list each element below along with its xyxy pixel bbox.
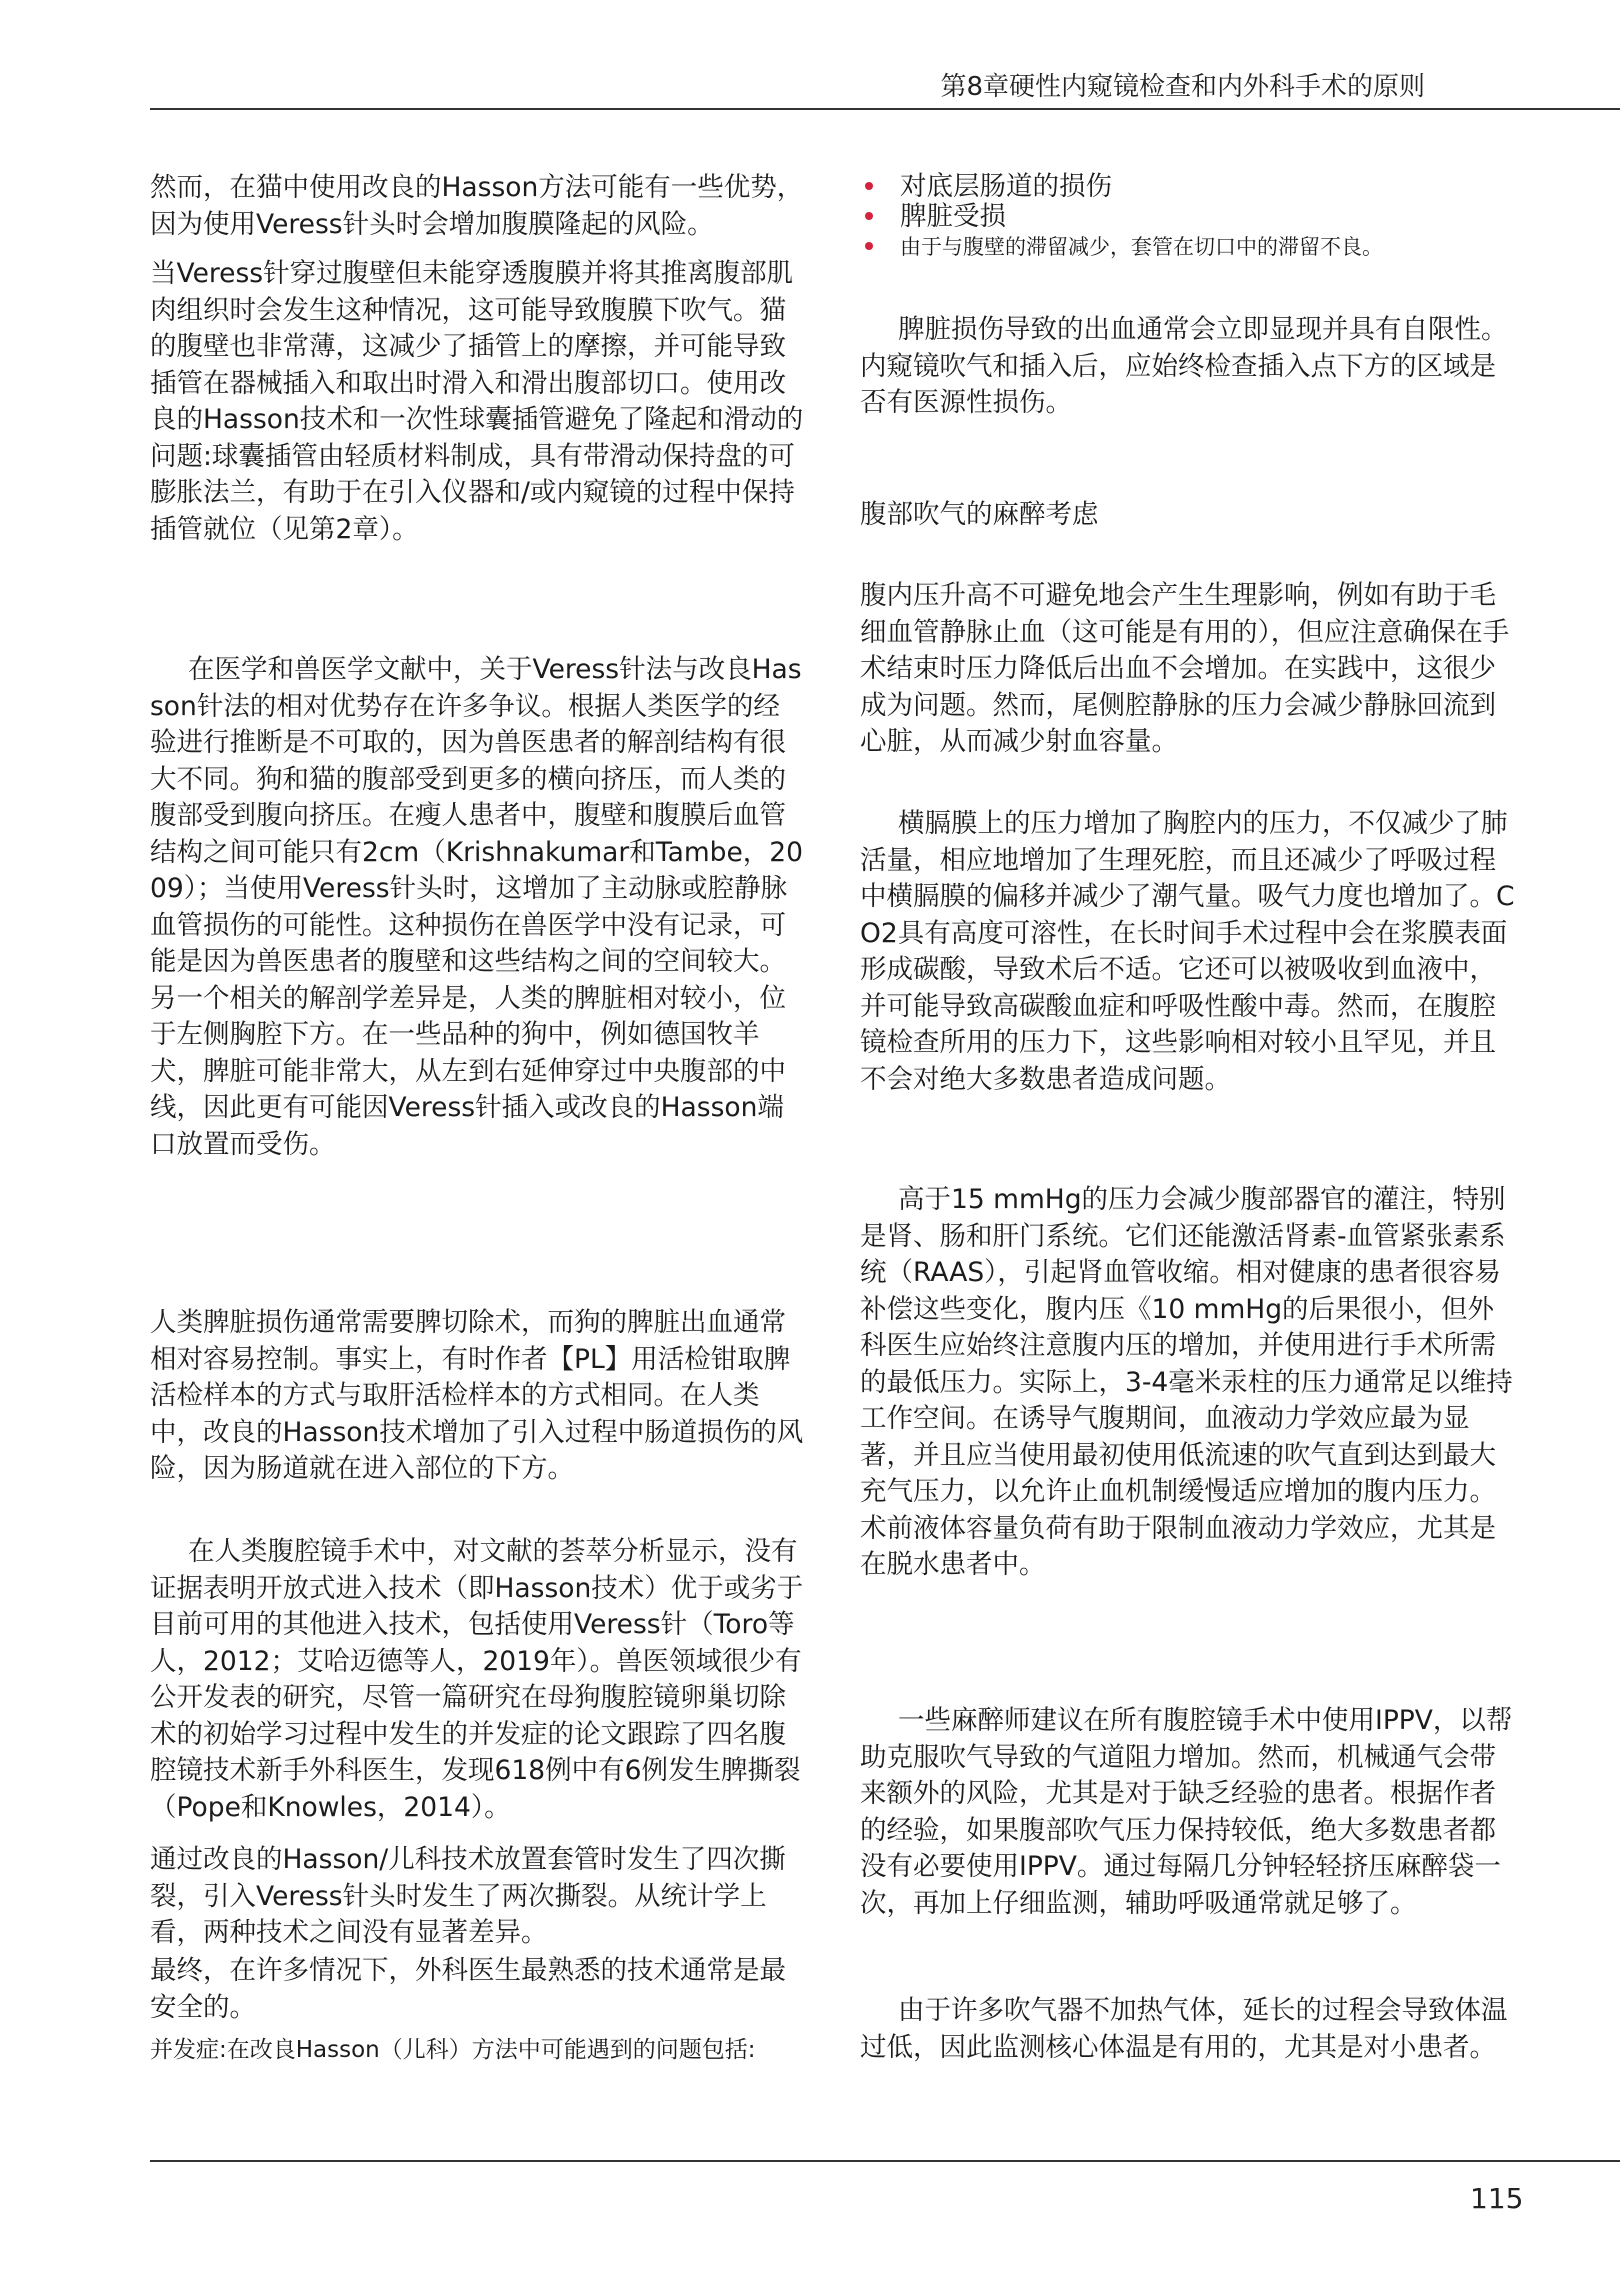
right-paragraph-2: 腹内压升高不可避免地会产生生理影响，例如有助于毛细血管静脉止血（这可能是有用的），但应注意确保在手术结束时压力降低后出血不会增加。在实践中，这很少成为问题。然而，尾侧腔静脉的压力会减少静脉回流到心脏，从而减少射血容量。 — [860, 580, 1510, 757]
list-item: 对底层肠道的损伤 — [862, 172, 1532, 202]
left-paragraph-7: 最终，在许多情况下，外科医生最熟悉的技术通常是最安全的。 — [150, 1955, 786, 2023]
chapter-header-title: 第8章硬性内窥镜检查和内外科手术的原则 — [940, 72, 1425, 102]
right-paragraph-1: 脾脏损伤导致的出血通常会立即显现并具有自限性。内窥镜吹气和插入后，应始终检查插入点下方的区域是否有医源性损伤。 — [860, 314, 1508, 418]
page-number: 115 — [1470, 2182, 1524, 2215]
complications-list — [862, 172, 1532, 262]
header-rule — [150, 108, 1620, 110]
bullet-icon — [865, 182, 873, 190]
complications-intro: 并发症:在改良Hasson（儿科）方法中可能遇到的问题包括: — [150, 2037, 756, 2063]
list-item: 由于与腹壁的滞留减少，套管在切口中的滞留不良。 — [862, 232, 1532, 262]
left-paragraph-6: 通过改良的Hasson/儿科技术放置套管时发生了四次撕裂，引入Veress针头时发生了两次撕裂。从统计学上看，两种技术之间没有显著差异。 — [150, 1844, 786, 1948]
bullet-icon — [865, 212, 873, 220]
right-paragraph-3: 横膈膜上的压力增加了胸腔内的压力，不仅减少了肺活量，相应地增加了生理死腔，而且还减少了呼吸过程中横膈膜的偏移并减少了潮气量。吸气力度也增加了。CO2具有高度可溶性，在长时间手术过程中会在浆膜表面形成碳酸，导致术后不适。它还可以被吸收到血液中，并可能导致高碳酸血症和呼吸性酸中毒。然而，在腹腔镜检查所用的压力下，这些影响相对较小且罕见，并且不会对绝大多数患者造成问题。 — [860, 808, 1515, 1095]
section-heading: 腹部吹气的麻醉考虑 — [860, 499, 1099, 530]
right-paragraph-6: 由于许多吹气器不加热气体，延长的过程会导致体温过低，因此监测核心体温是有用的，尤其是对小患者。 — [860, 1995, 1508, 2063]
footer-rule — [150, 2160, 1620, 2162]
list-item: 脾脏受损 — [862, 202, 1532, 232]
left-paragraph-5: 在人类腹腔镜手术中，对文献的荟萃分析显示，没有证据表明开放式进入技术（即Hasson技术）优于或劣于目前可用的其他进入技术，包括使用Veress针（Toro等人，2012；艾哈迈德等人，2019年）。兽医领域很少有公开发表的研究，尽管一篇研究在母狗腹腔镜卵巢切除术的初始学习过程中发生的并发症的论文跟踪了四名腹腔镜技术新手外科医生，发现618例中有6例发生脾撕裂（Pope和Knowles，2014）。 — [150, 1536, 804, 1823]
left-paragraph-4: 人类脾脏损伤通常需要脾切除术，而狗的脾脏出血通常相对容易控制。事实上，有时作者【PL】用活检钳取脾活检样本的方式与取肝活检样本的方式相同。在人类中，改良的Hasson技术增加了引入过程中肠道损伤的风险，因为肠道就在进入部位的下方。 — [150, 1307, 804, 1484]
left-paragraph-2: 当Veress针穿过腹壁但未能穿透腹膜并将其推离腹部肌肉组织时会发生这种情况，这可能导致腹膜下吹气。猫的腹壁也非常薄，这减少了插管上的摩擦，并可能导致插管在器械插入和取出时滑入和滑出腹部切口。使用改良的Hasson技术和一次性球囊插管避免了隆起和滑动的问题:球囊插管由轻质材料制成，具有带滑动保持盘的可膨胀法兰，有助于在引入仪器和/或内窥镜的过程中保持插管就位（见第2章）。 — [150, 258, 804, 545]
left-paragraph-1: 然而，在猫中使用改良的Hasson方法可能有一些优势，因为使用Veress针头时会增加腹膜隆起的风险。 — [150, 172, 804, 240]
right-paragraph-4: 高于15 mmHg的压力会减少腹部器官的灌注，特别是肾、肠和肝门系统。它们还能激活肾素-血管紧张素系统（RAAS），引起肾血管收缩。相对健康的患者很容易补偿这些变化，腹内压《10 mmHg的后果很小，但外科医生应始终注意腹内压的增加，并使用进行手术所需的最低压力。实际上，3-4毫米汞柱的压力通常足以维持工作空间。在诱导气腹期间，血液动力学效应最为显著，并且应当使用最初使用低流速的吹气直到达到最大充气压力，以允许止血机制缓慢适应增加的腹内压力。术前液体容量负荷有助于限制血液动力学效应，尤其是在脱水患者中。 — [860, 1184, 1513, 1580]
right-paragraph-5: 一些麻醉师建议在所有腹腔镜手术中使用IPPV，以帮助克服吹气导致的气道阻力增加。然而，机械通气会带来额外的风险，尤其是对于缺乏经验的患者。根据作者的经验，如果腹部吹气压力保持较低，绝大多数患者都没有必要使用IPPV。通过每隔几分钟轻轻挤压麻醉袋一次，再加上仔细监测，辅助呼吸通常就足够了。 — [860, 1705, 1513, 1919]
left-paragraph-3: 在医学和兽医学文献中，关于Veress针法与改良Hasson针法的相对优势存在许多争议。根据人类医学的经验进行推断是不可取的，因为兽医患者的解剖结构有很大不同。狗和猫的腹部受到更多的横向挤压，而人类的腹部受到腹向挤压。在瘦人患者中，腹壁和腹膜后血管结构之间可能只有2cm（Krishnakumar和Tambe，2009）；当使用Veress针头时，这增加了主动脉或腔静脉血管损伤的可能性。这种损伤在兽医学中没有记录，可能是因为兽医患者的腹壁和这些结构之间的空间较大。另一个相关的解剖学差异是，人类的脾脏相对较小，位于左侧胸腔下方。在一些品种的狗中，例如德国牧羊犬，脾脏可能非常大，从左到右延伸穿过中央腹部的中线，因此更有可能因Veress针插入或改良的Hasson端口放置而受伤。 — [150, 654, 803, 1160]
bullet-icon — [865, 242, 873, 250]
